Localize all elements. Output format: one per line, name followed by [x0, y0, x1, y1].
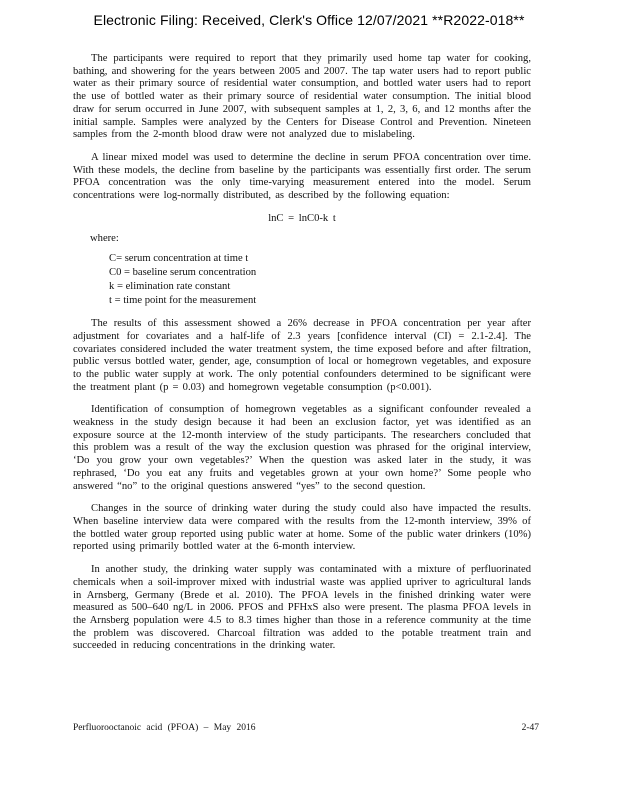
definition-item: k = elimination rate constant	[109, 281, 231, 293]
where-label: where:	[90, 233, 119, 245]
equation-definitions	[109, 252, 531, 308]
paragraph-results: The results of this assessment showed a 26% decrease in PFOA concentration per year after adjustment for covariates and a half-life of 2.3 years [confidence interval (CI) = 2.1-2.4]. The covariates considered included the water treatment system, the time exposed before and after filtration, public versus bottled water, gender, age, consumption of local or homegrown vegetables, and exposure to the public water supply at work. The only potential confounders determined to be significant were the treatment plant (p = 0.03) and homegrown vegetable consumption (p<0.001).	[73, 318, 531, 393]
definition-item: C0 = baseline serum concentration	[109, 267, 257, 279]
definition-item: t = time point for the measurement	[109, 295, 257, 307]
decline-equation: lnC = lnC0-k t	[268, 212, 336, 224]
document-body	[73, 53, 531, 663]
paragraph-participants: The participants were required to report that they primarily used home tap water for cooking, bathing, and showering for the years between 2005 and 2007. The tap water users had to report public water as their primary source of residential water consumption, and bottled water users had to report the use of bottled water as their primary source of residential water consumption. The initial blood draw for serum occurred in June 2007, with subsequent samples at 1, 2, 3, 6, and 12 months after the initial sample. Samples were analyzed by the Centers for Disease Control and Prevention. Nineteen samples from the 2-month blood draw were not analyzed due to mislabeling.	[73, 53, 531, 141]
filing-header: Electronic Filing: Received, Clerk's Office 12/07/2021 **R2022-018**	[93, 12, 525, 28]
definition-item: C= serum concentration at time t	[109, 253, 249, 265]
paragraph-arnsberg-study: In another study, the drinking water supply was contaminated with a mixture of perfluorinated chemicals when a soil-improver mixed with industrial waste was applied upriver to agricultural lands in Arnsberg, Germany (Brede et al. 2010). The PFOA levels in the finished drinking water were measured as 500–640 ng/L in 2006. PFOS and PFHxS also were present. The plasma PFOA levels in the Arnsberg population were 4.5 to 8.3 times higher than those in a reference community at the time the problem was discovered. Charcoal filtration was added to the potable treatment train and succeeded in reducing concentrations in the drinking water.	[73, 564, 531, 652]
footer-document-title: Perfluorooctanoic acid (PFOA) – May 2016	[73, 723, 256, 733]
paragraph-water-source-changes: Changes in the source of drinking water during the study could also have impacted the results. When baseline interview data were compared with the results from the 12-month interview, 39% of the bottled water group reported using public water at home. Some of the public water drinkers (10%) reported using primarily bottled water at the 6-month interview.	[73, 503, 531, 553]
paragraph-confounder: Identification of consumption of homegrown vegetables as a significant confounder revealed a weakness in the study design because it had been an exclusion factor, yet was identified as an exposure source at the 12-month interview of the study participants. The researchers concluded that this problem was a result of the way the exclusion question was phrased for the original interview, ‘Do you grow your own vegetables?’ When the question was asked later in the study, it was rephrased, ‘Do you eat any fruits and vegetables grown at your own home?’ Some people who answered “no” to the original questions answered “yes” to the second question.	[73, 404, 531, 492]
paragraph-linear-model: A linear mixed model was used to determine the decline in serum PFOA concentration over time. With these models, the decline from baseline by the participants was essentially first order. The serum PFOA concentration was the only time-varying measurement entered into the model. Serum concentrations were log-normally distributed, as described by the following equation:	[73, 151, 531, 202]
page-number: 2-47	[521, 723, 539, 733]
